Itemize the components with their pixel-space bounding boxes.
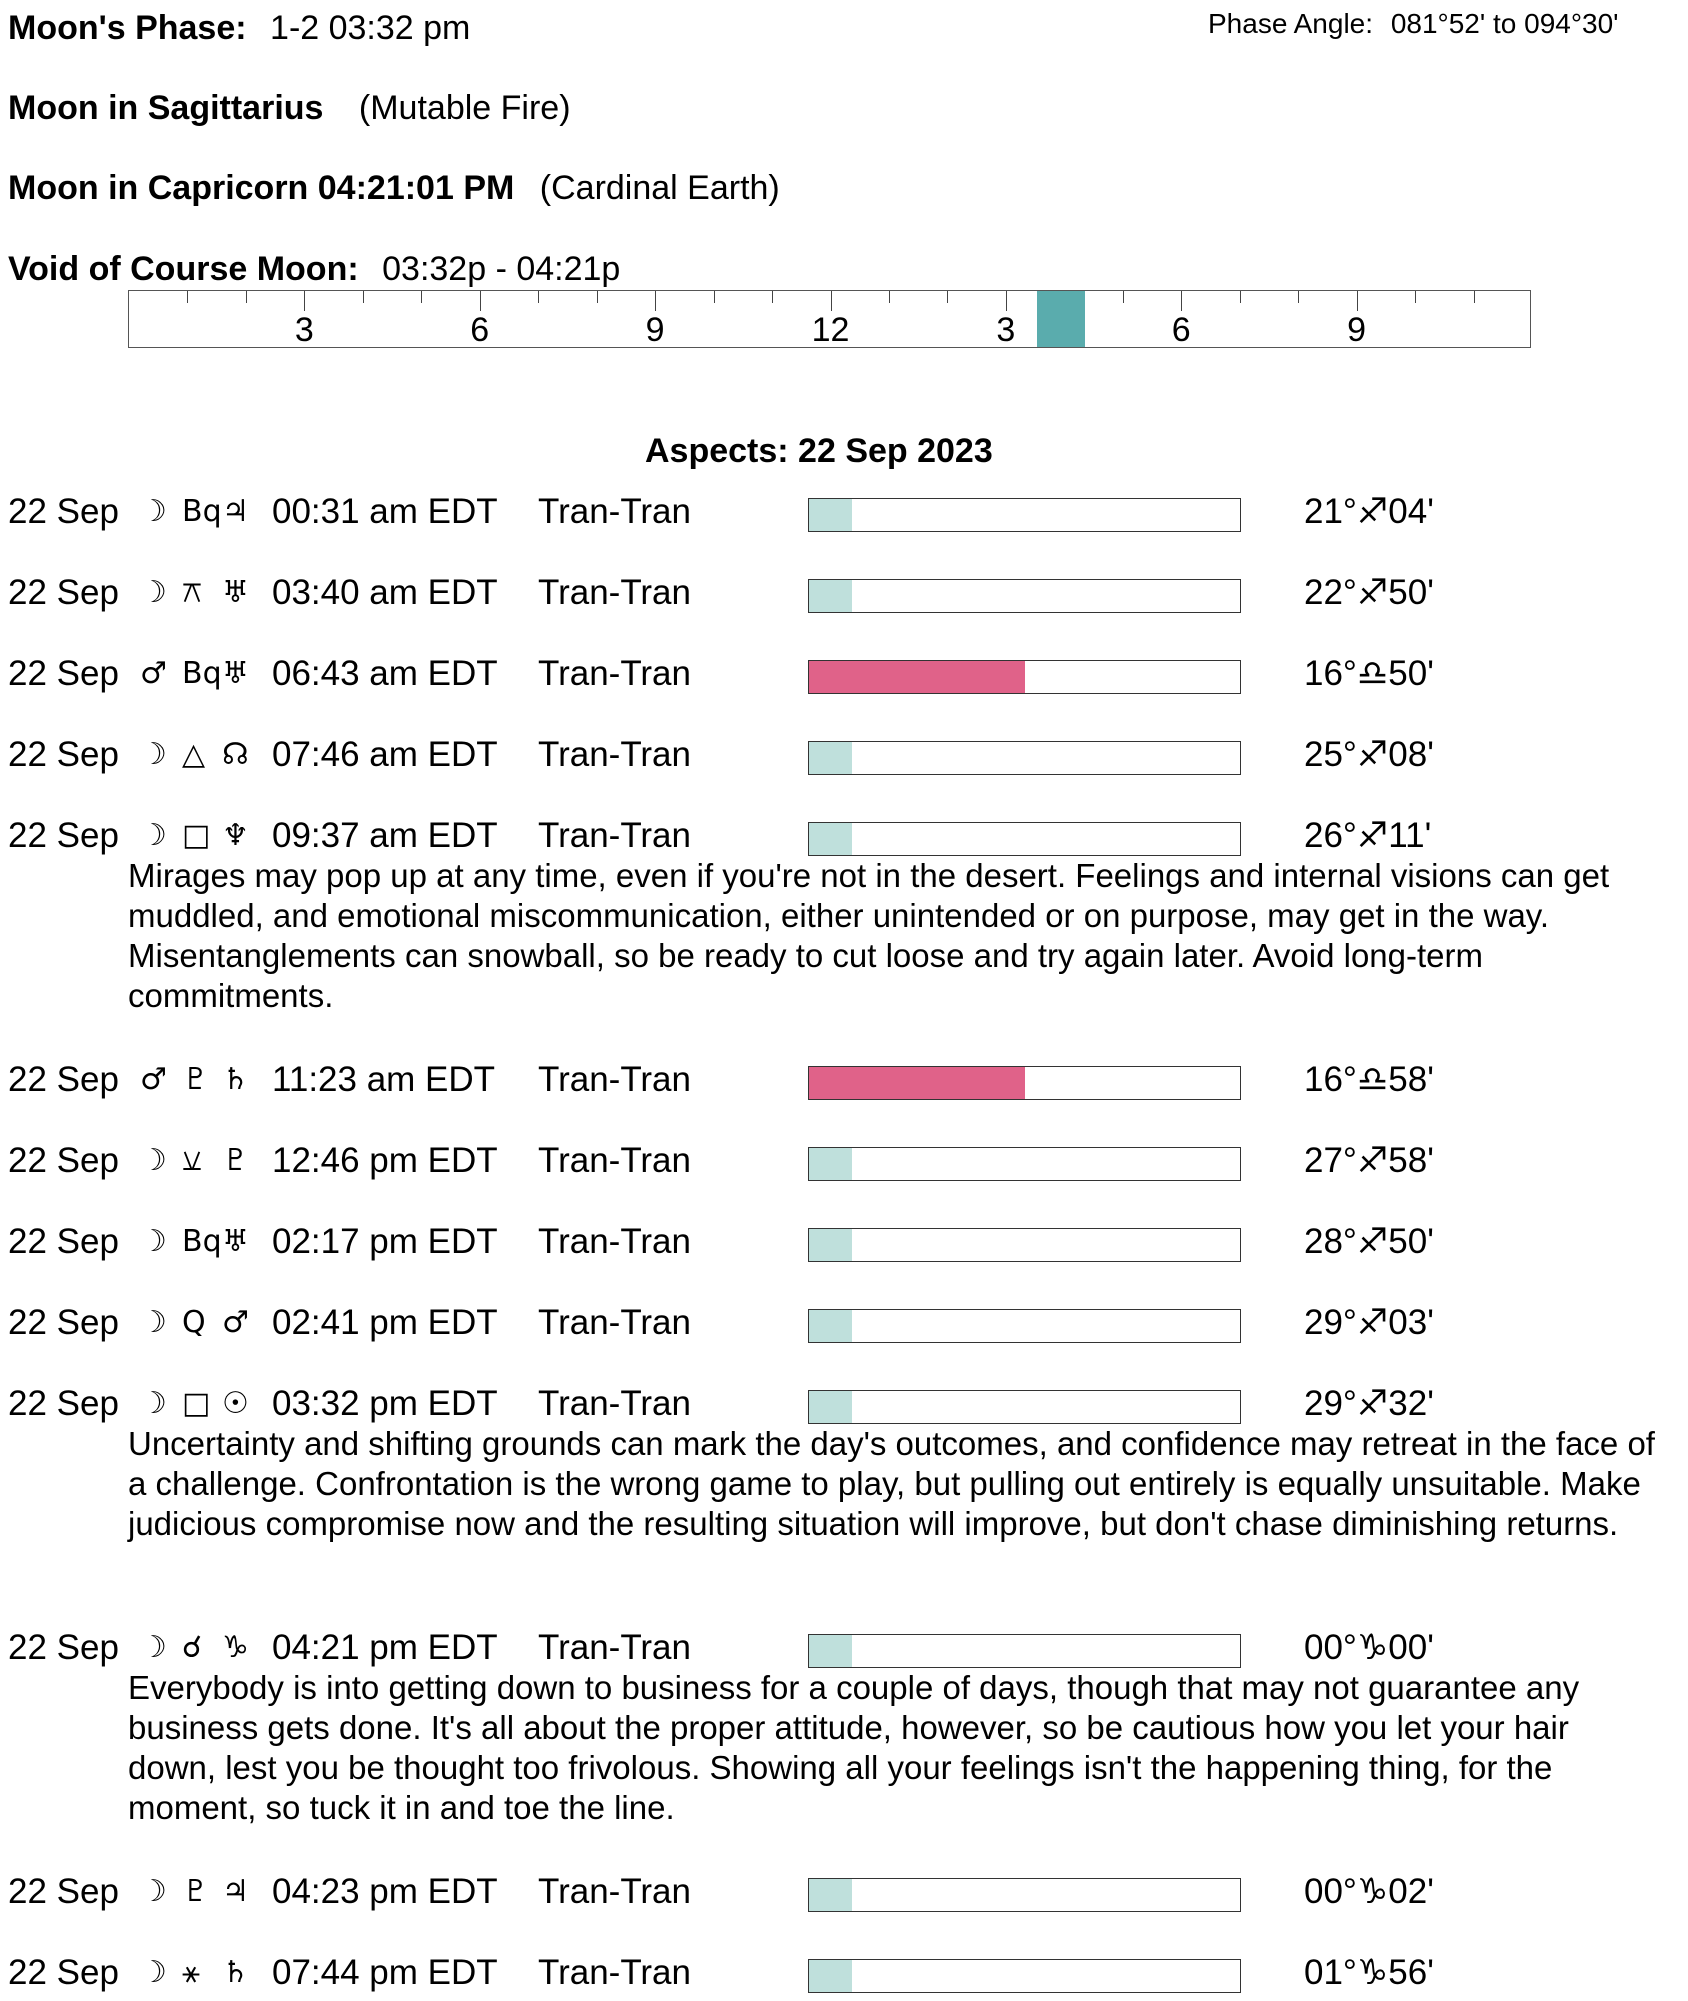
- timeline-hour-label: 3: [294, 311, 314, 349]
- aspect-time: 03:32 pm EDT: [272, 1384, 498, 1423]
- aspect-row: [0, 1951, 1688, 2001]
- aspect-strength-fill: [809, 1310, 852, 1342]
- aspect-row: [0, 1220, 1688, 1270]
- planet-2-icon: ♇: [222, 1143, 249, 1178]
- aspect-time: 03:40 am EDT: [272, 573, 498, 612]
- timeline-tick: [1181, 291, 1182, 311]
- aspect-position: 16°♎58': [1304, 1060, 1434, 1099]
- aspect-icon: ⚺: [182, 1143, 202, 1178]
- timeline-tick: [1415, 291, 1416, 303]
- aspect-type: Tran-Tran: [538, 816, 691, 855]
- aspect-strength-fill: [809, 1391, 852, 1423]
- aspect-strength-bar: [808, 1959, 1241, 1993]
- aspect-strength-bar: [808, 1066, 1241, 1100]
- timeline-tick: [246, 291, 247, 303]
- aspect-row: [0, 571, 1688, 621]
- aspect-date: 22 Sep: [8, 573, 119, 612]
- aspect-type: Tran-Tran: [538, 1141, 691, 1180]
- timeline-tick: [772, 291, 773, 303]
- timeline-tick: [947, 291, 948, 303]
- timeline-tick: [831, 291, 832, 311]
- aspect-icon: Q: [182, 1305, 206, 1340]
- planet-1-icon: ☽: [140, 818, 167, 853]
- aspect-type: Tran-Tran: [538, 1222, 691, 1261]
- aspect-position: 21°♐04': [1304, 492, 1434, 531]
- moon-sign-2-label: Moon in Capricorn 04:21:01 PM: [8, 169, 515, 207]
- aspect-type: Tran-Tran: [538, 1303, 691, 1342]
- planet-2-icon: ♄: [222, 1955, 249, 1990]
- aspect-icon: △: [182, 737, 206, 772]
- aspect-description: Everybody is into getting down to business for a couple of days, though that may not guarantee any business gets done. It's all about the proper attitude, however, so be cautious how you let your hair down, lest you be thought too frivolous. Showing all your feelings isn't the happening thing, for the moment, so tuck it in and toe the line.: [128, 1669, 1580, 1826]
- aspect-type: Tran-Tran: [538, 735, 691, 774]
- moon-sign-line-2: [8, 168, 780, 208]
- aspect-description: Mirages may pop up at any time, even if you're not in the desert. Feelings and internal visions can get muddled, and emotional miscommunication, either unintended or on purpose, may get in the way. Misentanglements can snowball, so be ready to cut loose and try again later. Avoid long-term commitments.: [128, 857, 1610, 1014]
- aspect-date: 22 Sep: [8, 1953, 119, 1992]
- planet-2-icon: ♄: [222, 1062, 249, 1097]
- planet-2-icon: ☉: [222, 1386, 249, 1421]
- planet-1-icon: ☽: [140, 494, 167, 529]
- aspect-icon: ♇: [182, 1874, 209, 1909]
- aspect-date: 22 Sep: [8, 1222, 119, 1261]
- aspect-icon: Bq: [182, 494, 222, 529]
- aspect-time: 07:46 am EDT: [272, 735, 498, 774]
- planet-2-icon: ♃: [222, 494, 249, 529]
- timeline-tick: [1123, 291, 1124, 303]
- aspect-description: Uncertainty and shifting grounds can mark the day's outcomes, and confidence may retreat in the face of a challenge. Confrontation is the wrong game to play, but pulling out entirely is equally unsuitable. Make judicious compromise now and the resulting situation will improve, but don't chase diminishing returns.: [128, 1425, 1655, 1542]
- timeline-tick: [1298, 291, 1299, 303]
- timeline-hour-label: 3: [996, 311, 1016, 349]
- aspect-time: 09:37 am EDT: [272, 816, 498, 855]
- aspect-date: 22 Sep: [8, 1060, 119, 1099]
- aspect-date: 22 Sep: [8, 1141, 119, 1180]
- aspect-time: 02:17 pm EDT: [272, 1222, 498, 1261]
- aspect-strength-fill: [809, 1960, 852, 1992]
- aspect-strength-bar: [808, 741, 1241, 775]
- aspect-time: 02:41 pm EDT: [272, 1303, 498, 1342]
- aspect-strength-fill: [809, 1879, 852, 1911]
- timeline-tick: [1474, 291, 1475, 303]
- aspect-strength-fill: [809, 823, 852, 855]
- aspect-strength-fill: [809, 499, 852, 531]
- planet-2-icon: ♂: [222, 1305, 249, 1340]
- aspect-row: [0, 1058, 1688, 1108]
- planet-1-icon: ☽: [140, 1630, 167, 1665]
- planet-2-icon: ♃: [222, 1874, 249, 1909]
- aspect-type: Tran-Tran: [538, 654, 691, 693]
- voc-value: 03:32p - 04:21p: [382, 250, 621, 288]
- aspect-position: 22°♐50': [1304, 573, 1434, 612]
- aspect-type: Tran-Tran: [538, 1953, 691, 1992]
- aspect-row: [0, 490, 1688, 540]
- aspect-position: 26°♐11': [1304, 816, 1432, 855]
- aspect-type: Tran-Tran: [538, 573, 691, 612]
- timeline-tick: [187, 291, 188, 303]
- planet-1-icon: ☽: [140, 1143, 167, 1178]
- planet-1-icon: ☽: [140, 737, 167, 772]
- aspect-row: [0, 1301, 1688, 1351]
- timeline-tick: [889, 291, 890, 303]
- planet-2-icon: ♅: [222, 575, 249, 610]
- aspect-type: Tran-Tran: [538, 1628, 691, 1667]
- aspect-position: 29°♐03': [1304, 1303, 1434, 1342]
- timeline-hour-label: 6: [1171, 311, 1191, 349]
- voc-period-block: [1037, 291, 1085, 347]
- aspect-strength-bar: [808, 1147, 1241, 1181]
- planet-2-icon: ♆: [222, 818, 249, 853]
- timeline-hour-label: 9: [645, 311, 665, 349]
- planet-1-icon: ♂: [140, 1062, 167, 1097]
- timeline-hour-label: 12: [811, 311, 850, 349]
- aspect-time: 04:23 pm EDT: [272, 1872, 498, 1911]
- timeline-tick: [1240, 291, 1241, 303]
- aspect-type: Tran-Tran: [538, 1060, 691, 1099]
- aspect-strength-bar: [808, 1228, 1241, 1262]
- aspect-icon: ⚻: [182, 575, 202, 610]
- planet-1-icon: ☽: [140, 1386, 167, 1421]
- aspect-position: 25°♐08': [1304, 735, 1434, 774]
- aspect-row: [0, 733, 1688, 783]
- aspect-row: [0, 1870, 1688, 1920]
- timeline-tick: [480, 291, 481, 311]
- timeline-tick: [1006, 291, 1007, 311]
- aspect-time: 11:23 am EDT: [272, 1060, 496, 1099]
- moon-phase-line: [8, 8, 470, 48]
- moon-sign-1-note: (Mutable Fire): [358, 89, 571, 127]
- aspect-strength-fill: [809, 1148, 852, 1180]
- voc-label: Void of Course Moon:: [8, 250, 359, 288]
- planet-1-icon: ☽: [140, 575, 167, 610]
- moon-sign-1-label: Moon in Sagittarius: [8, 89, 324, 127]
- aspect-date: 22 Sep: [8, 816, 119, 855]
- aspect-date: 22 Sep: [8, 654, 119, 693]
- timeline-tick: [597, 291, 598, 303]
- aspect-date: 22 Sep: [8, 735, 119, 774]
- aspect-icon: □: [182, 818, 211, 853]
- aspects-title: Aspects: 22 Sep 2023: [645, 432, 993, 470]
- aspect-strength-fill: [809, 1229, 852, 1261]
- planet-1-icon: ☽: [140, 1305, 167, 1340]
- aspect-date: 22 Sep: [8, 1303, 119, 1342]
- planet-2-icon: ♅: [222, 1224, 249, 1259]
- aspect-time: 00:31 am EDT: [272, 492, 498, 531]
- aspect-time: 04:21 pm EDT: [272, 1628, 498, 1667]
- aspect-date: 22 Sep: [8, 1384, 119, 1423]
- aspect-strength-fill: [809, 661, 1025, 693]
- timeline-tick: [538, 291, 539, 303]
- timeline-tick: [421, 291, 422, 303]
- aspect-date: 22 Sep: [8, 1872, 119, 1911]
- aspect-row: [0, 1139, 1688, 1189]
- timeline-tick: [655, 291, 656, 311]
- aspect-icon: Bq: [182, 1224, 222, 1259]
- aspect-position: 29°♐32': [1304, 1384, 1434, 1423]
- aspect-strength-bar: [808, 660, 1241, 694]
- aspect-strength-bar: [808, 1634, 1241, 1668]
- aspect-row: [0, 652, 1688, 702]
- aspect-date: 22 Sep: [8, 492, 119, 531]
- phase-angle-label: Phase Angle:: [1208, 8, 1374, 39]
- aspect-date: 22 Sep: [8, 1628, 119, 1667]
- timeline-tick: [363, 291, 364, 303]
- moon-sign-2-note: (Cardinal Earth): [539, 169, 780, 207]
- timeline-hour-label: 6: [470, 311, 490, 349]
- aspect-type: Tran-Tran: [538, 492, 691, 531]
- aspect-time: 06:43 am EDT: [272, 654, 498, 693]
- aspect-strength-fill: [809, 742, 852, 774]
- planet-2-icon: ♑: [222, 1630, 249, 1665]
- timeline-tick: [304, 291, 305, 311]
- moon-sign-line-1: [8, 88, 571, 128]
- void-of-course-timeline: [128, 290, 1531, 348]
- aspect-time: 07:44 pm EDT: [272, 1953, 498, 1992]
- aspect-strength-bar: [808, 579, 1241, 613]
- aspect-icon: Bq: [182, 656, 222, 691]
- planet-2-icon: ☊: [222, 737, 249, 772]
- aspect-position: 27°♐58': [1304, 1141, 1434, 1180]
- timeline-tick: [714, 291, 715, 303]
- aspect-type: Tran-Tran: [538, 1384, 691, 1423]
- planet-1-icon: ♂: [140, 656, 167, 691]
- aspect-strength-bar: [808, 498, 1241, 532]
- aspect-strength-fill: [809, 1067, 1025, 1099]
- void-of-course-line: [8, 249, 620, 289]
- aspect-type: Tran-Tran: [538, 1872, 691, 1911]
- planet-2-icon: ♅: [222, 656, 249, 691]
- aspect-position: 00°♑02': [1304, 1872, 1434, 1911]
- aspect-icon: □: [182, 1386, 211, 1421]
- aspect-strength-bar: [808, 1878, 1241, 1912]
- timeline-tick: [1357, 291, 1358, 311]
- aspect-position: 16°♎50': [1304, 654, 1434, 693]
- aspect-icon: ♇: [182, 1062, 209, 1097]
- phase-angle-value: 081°52' to 094°30': [1390, 8, 1619, 39]
- aspect-strength-bar: [808, 822, 1241, 856]
- aspect-strength-bar: [808, 1309, 1241, 1343]
- timeline-hour-label: 9: [1347, 311, 1367, 349]
- phase-angle: [1208, 8, 1619, 40]
- aspect-icon: ⚹: [182, 1955, 200, 1990]
- aspect-position: 28°♐50': [1304, 1222, 1434, 1261]
- planet-1-icon: ☽: [140, 1224, 167, 1259]
- aspect-strength-fill: [809, 580, 852, 612]
- moon-phase-value: 1-2 03:32 pm: [270, 9, 471, 47]
- moon-phase-label: Moon's Phase:: [8, 9, 247, 47]
- aspect-time: 12:46 pm EDT: [272, 1141, 498, 1180]
- aspect-position: 01°♑56': [1304, 1953, 1434, 1992]
- planet-1-icon: ☽: [140, 1874, 167, 1909]
- planet-1-icon: ☽: [140, 1955, 167, 1990]
- aspect-icon: ☌: [182, 1630, 203, 1665]
- aspect-strength-fill: [809, 1635, 852, 1667]
- aspect-position: 00°♑00': [1304, 1628, 1434, 1667]
- aspect-strength-bar: [808, 1390, 1241, 1424]
